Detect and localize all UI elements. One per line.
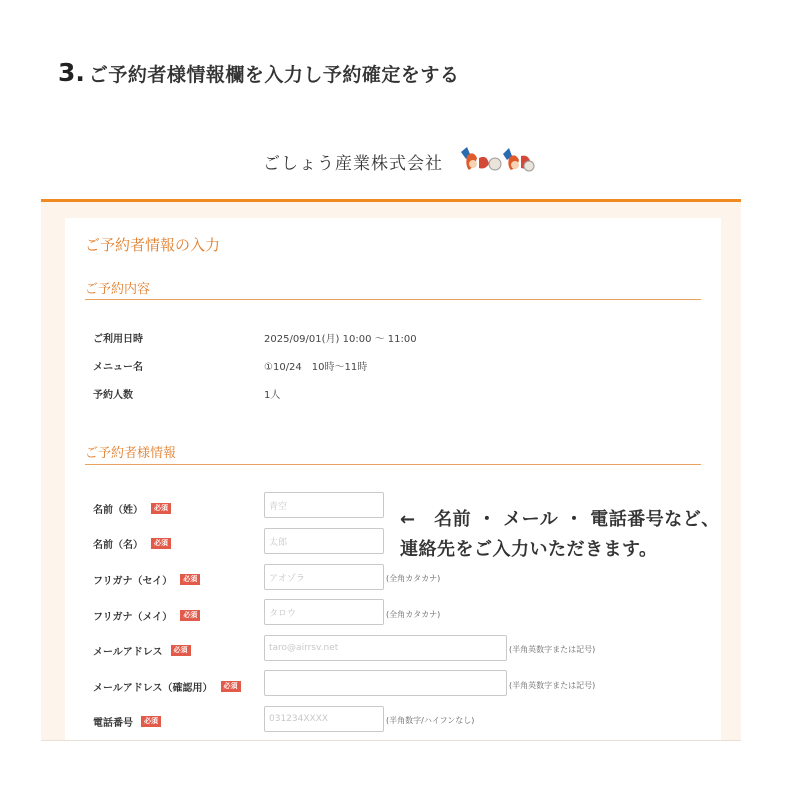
field-hint: (半角数字/ハイフンなし): [386, 716, 475, 725]
field-hint: (全角カタカナ): [386, 610, 441, 619]
form-frame: [41, 202, 741, 740]
input-placeholder: taro@airrsv.net: [269, 643, 339, 653]
last-name-input[interactable]: [264, 492, 384, 518]
required-badge: 必須: [171, 645, 191, 656]
label-party-size: 予約人数: [93, 390, 133, 401]
label-email-confirm: [93, 679, 241, 694]
required-badge: 必須: [151, 503, 171, 514]
furigana-mei-input[interactable]: [264, 599, 384, 625]
field-hint: (全角カタカナ): [386, 574, 441, 583]
form-panel: [65, 218, 721, 740]
field-label: 電話番号: [93, 718, 133, 729]
section-title-customer: ご予約者様情報: [85, 446, 177, 461]
mascot-logo-icon: [457, 144, 537, 178]
input-placeholder: タロウ: [269, 608, 297, 619]
email-input[interactable]: [264, 635, 507, 661]
form-title: ご予約者情報の入力: [85, 236, 221, 254]
first-name-input[interactable]: [264, 528, 384, 554]
furigana-sei-input[interactable]: [264, 564, 384, 590]
label-furigana-mei: [93, 608, 200, 623]
value-usage-datetime: 2025/09/01(月) 10:00 ～ 11:00: [264, 334, 417, 345]
label-last-name: [93, 501, 171, 516]
label-furigana-sei: [93, 572, 200, 587]
phone-input[interactable]: [264, 706, 384, 732]
field-hint: (半角英数字または記号): [509, 681, 596, 690]
required-badge: 必須: [151, 538, 171, 549]
input-placeholder: アオゾラ: [269, 573, 305, 584]
required-badge: 必須: [180, 610, 200, 621]
section-divider: [85, 299, 701, 300]
company-header: [0, 144, 800, 178]
label-email: [93, 643, 191, 658]
label-usage-datetime: ご利用日時: [93, 334, 143, 345]
step-number: 3.: [58, 58, 85, 87]
label-menu-name: メニュー名: [93, 362, 143, 373]
required-badge: 必須: [180, 574, 200, 585]
step-heading: [58, 58, 459, 87]
field-label: メールアドレス（確認用）: [93, 683, 213, 694]
value-menu-name: ①10/24 10時～11時: [264, 362, 368, 373]
label-phone: [93, 714, 161, 729]
section-title-reservation: ご予約内容: [85, 282, 151, 297]
email-confirm-input[interactable]: [264, 670, 507, 696]
value-party-size: 1人: [264, 390, 281, 401]
annotation-line-2: 連絡先をご入力いただきます。: [400, 539, 658, 560]
field-label: フリガナ（セイ）: [93, 576, 173, 587]
required-badge: 必須: [141, 716, 161, 727]
field-label: 名前（名）: [93, 540, 143, 551]
section-divider: [85, 464, 701, 465]
field-hint: (半角英数字または記号): [509, 645, 596, 654]
required-badge: 必須: [221, 681, 241, 692]
step-title: ご予約者様情報欄を入力し予約確定をする: [88, 64, 460, 86]
label-first-name: [93, 536, 171, 551]
field-label: フリガナ（メイ）: [93, 612, 173, 623]
field-label: メールアドレス: [93, 647, 163, 658]
bottom-divider: [41, 740, 741, 741]
input-placeholder: 青空: [269, 501, 288, 512]
field-label: 名前（姓）: [93, 505, 143, 516]
input-placeholder: 031234XXXX: [269, 714, 329, 724]
annotation-line-1: ← 名前 ・ メール ・ 電話番号など、: [400, 509, 720, 530]
company-name: ごしょう産業株式会社: [263, 153, 443, 174]
input-placeholder: 太郎: [269, 537, 288, 548]
